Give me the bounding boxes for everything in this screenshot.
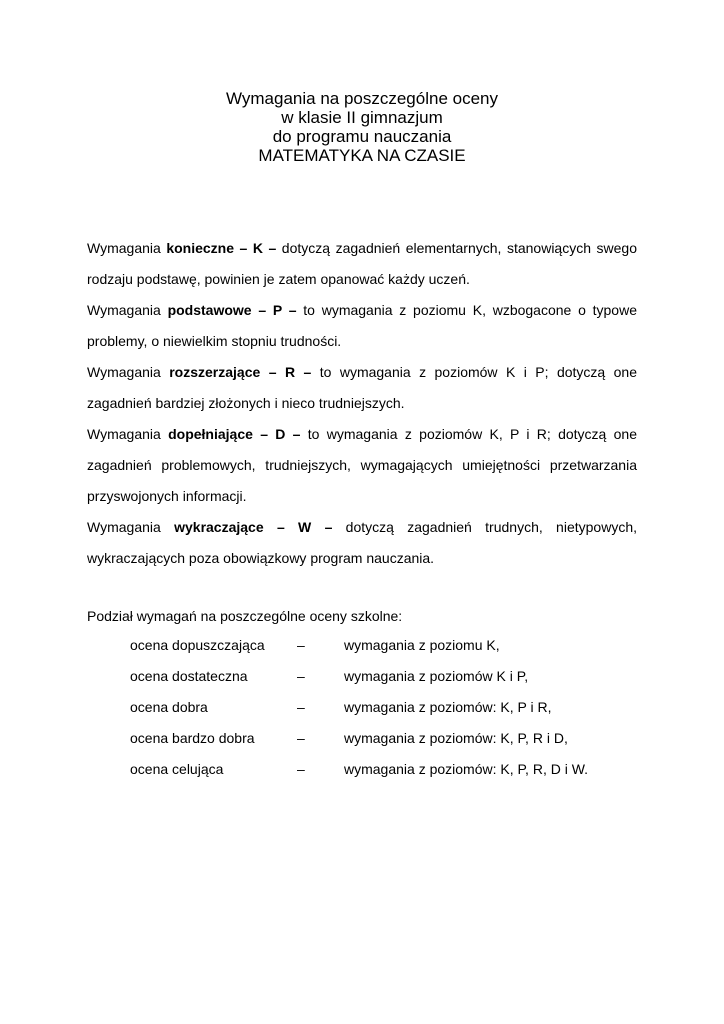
requirement-prefix: Wymagania <box>87 364 170 380</box>
requirement-label: dopełniające – D – <box>168 426 301 442</box>
grade-name: ocena bardzo dobra <box>130 730 255 746</box>
grade-dash: – <box>297 761 305 777</box>
grade-row-bardzo-dobra <box>130 730 650 761</box>
grade-name: ocena dobra <box>130 699 208 715</box>
requirement-text: dotyczą zagadnień trudnych, nietypowych, wykraczających poza obowiązkowy program nauczania. <box>87 519 637 566</box>
grade-dash: – <box>297 668 305 684</box>
document-title <box>0 89 724 165</box>
grade-name: ocena celująca <box>130 761 224 777</box>
title-line-4: MATEMATYKA NA CZASIE <box>258 146 466 165</box>
title-line-3: do programu nauczania <box>272 127 452 146</box>
requirement-label: rozszerzające – R – <box>169 364 312 380</box>
requirement-paragraph-p <box>87 295 637 357</box>
requirement-text: to wymagania z poziomów K i P; dotyczą one zagadnień bardziej złożonych i nieco trudniejszych. <box>87 364 637 411</box>
grade-dash: – <box>297 730 305 746</box>
grade-requirement: wymagania z poziomów: K, P i R, <box>344 699 552 715</box>
requirement-label: konieczne – K – <box>166 240 277 256</box>
requirement-label: podstawowe – P – <box>167 302 297 318</box>
requirement-paragraph-r <box>87 357 637 419</box>
requirement-paragraph-w <box>87 512 637 574</box>
title-line-1: Wymagania na poszczególne oceny <box>225 89 498 108</box>
requirement-text: to wymagania z poziomu K, wzbogacone o typowe problemy, o niewielkim stopniu trudności. <box>87 302 637 349</box>
grade-row-dopuszczajaca <box>130 637 650 668</box>
grade-name: ocena dopuszczająca <box>130 637 265 653</box>
grade-requirement: wymagania z poziomów: K, P, R, D i W. <box>344 761 589 777</box>
grades-division-intro: Podział wymagań na poszczególne oceny szkolne: <box>87 608 403 624</box>
grade-name: ocena dostateczna <box>130 668 248 684</box>
requirement-prefix: Wymagania <box>87 519 175 535</box>
requirement-prefix: Wymagania <box>87 302 168 318</box>
grade-row-dostateczna <box>130 668 650 699</box>
grade-dash: – <box>297 699 305 715</box>
requirement-text: dotyczą zagadnień elementarnych, stanowiących swego rodzaju podstawę, powinien je zatem opanować każdy uczeń. <box>87 240 637 287</box>
grade-requirement: wymagania z poziomów K i P, <box>344 668 529 684</box>
grade-row-dobra <box>130 699 650 730</box>
grade-dash: – <box>297 637 305 653</box>
grade-row-celujaca <box>130 761 650 792</box>
requirement-prefix: Wymagania <box>87 240 167 256</box>
grades-list <box>130 637 650 792</box>
grade-requirement: wymagania z poziomów: K, P, R i D, <box>344 730 568 746</box>
title-line-2: w klasie II gimnazjum <box>281 108 443 127</box>
requirement-label: wykraczające – W – <box>174 519 333 535</box>
requirement-prefix: Wymagania <box>87 426 169 442</box>
requirement-paragraph-d <box>87 419 637 512</box>
requirement-text: to wymagania z poziomów K, P i R; dotyczą one zagadnień problemowych, trudniejszych, wymagających umiejętności przetwarzania przyswojonych informacji. <box>87 426 637 504</box>
grade-requirement: wymagania z poziomu K, <box>344 637 500 653</box>
requirement-paragraph-k <box>87 233 637 295</box>
requirements-description <box>87 233 637 574</box>
